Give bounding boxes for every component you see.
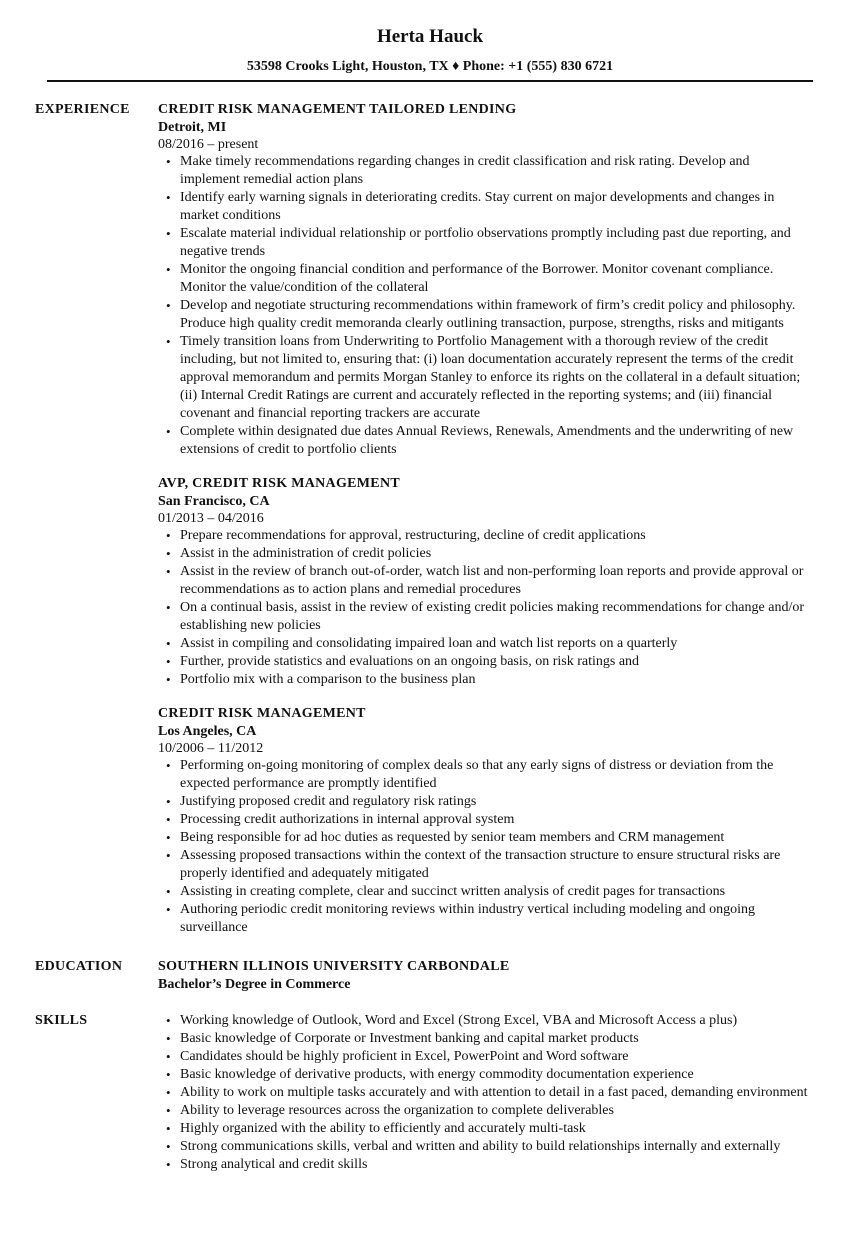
- list-item: • Complete within designated due dates Annual Reviews, Renewals, Amendments and the underwriting of new extensions of credit to portfolio clients: [180, 423, 811, 459]
- skill-item: • Strong communications skills, verbal and written and ability to build relationships internally and externally: [180, 1138, 811, 1156]
- section-label-education: EDUCATION: [35, 959, 123, 974]
- list-item: • Assist in compiling and consolidating impaired loan and watch list reports on a quarterly: [180, 635, 811, 653]
- school-name: SOUTHERN ILLINOIS UNIVERSITY CARBONDALE: [158, 959, 510, 974]
- list-item: • Make timely recommendations regarding changes in credit classification and risk rating. Develop and implement remedial action plans: [180, 153, 811, 189]
- job-entry: [158, 101, 811, 459]
- skill-item: • Ability to leverage resources across the organization to complete deliverables: [180, 1102, 811, 1120]
- section-label-experience: EXPERIENCE: [35, 102, 130, 117]
- list-item: • Escalate material individual relationship or portfolio observations promptly including past due reporting, and negative trends: [180, 225, 811, 261]
- job-bullets: [158, 527, 811, 689]
- job-bullets: [158, 757, 811, 937]
- skills-section: [35, 1012, 811, 1174]
- skill-item: • Ability to work on multiple tasks accurately and with attention to detail in a fast paced, demanding environment: [180, 1084, 811, 1102]
- list-item: • Assist in the review of branch out-of-order, watch list and non-performing loan reports and provide approval or recommendations as to action plans and remedial procedures: [180, 563, 811, 599]
- skills-list: [158, 1012, 811, 1174]
- list-item: • On a continual basis, assist in the review of existing credit policies making recommendations for change and/or establishing new policies: [180, 599, 811, 635]
- job-entry: [158, 475, 811, 689]
- skill-item: • Strong analytical and credit skills: [180, 1156, 811, 1174]
- list-item: • Further, provide statistics and evaluations on an ongoing basis, on risk ratings and: [180, 653, 811, 671]
- list-item: • Portfolio mix with a comparison to the business plan: [180, 671, 811, 689]
- job-bullets: [158, 153, 811, 459]
- job-dates: 01/2013 – 04/2016: [158, 511, 264, 526]
- job-dates: 10/2006 – 11/2012: [158, 741, 264, 756]
- job-title: AVP, CREDIT RISK MANAGEMENT: [158, 476, 400, 491]
- list-item: • Monitor the ongoing financial condition and performance of the Borrower. Monitor covenant compliance. Monitor the value/condition of the collateral: [180, 261, 811, 297]
- list-item: • Identify early warning signals in deteriorating credits. Stay current on major developments and changes in market conditions: [180, 189, 811, 225]
- skill-item: • Candidates should be highly proficient in Excel, PowerPoint and Word software: [180, 1048, 811, 1066]
- job-title: CREDIT RISK MANAGEMENT TAILORED LENDING: [158, 102, 517, 117]
- skill-item: • Working knowledge of Outlook, Word and Excel (Strong Excel, VBA and Microsoft Access a plus): [180, 1012, 811, 1030]
- job-location: San Francisco, CA: [158, 494, 270, 509]
- experience-list: [158, 101, 811, 953]
- list-item: • Assisting in creating complete, clear and succinct written analysis of credit pages for transactions: [180, 883, 811, 901]
- skill-item: • Highly organized with the ability to efficiently and accurately multi-task: [180, 1120, 811, 1138]
- list-item: • Performing on-going monitoring of complex deals so that any early signs of distress or deviation from the expected performance are promptly identified: [180, 757, 811, 793]
- list-item: • Justifying proposed credit and regulatory risk ratings: [180, 793, 811, 811]
- skill-item: • Basic knowledge of derivative products, with energy commodity documentation experience: [180, 1066, 811, 1084]
- candidate-name: Herta Hauck: [376, 26, 484, 47]
- list-item: • Authoring periodic credit monitoring reviews within industry vertical including modeling and ongoing surveillance: [180, 901, 811, 937]
- resume-header: [0, 0, 860, 82]
- contact-line: 53598 Crooks Light, Houston, TX ♦ Phone: +1 (555) 830 6721: [246, 59, 614, 74]
- list-item: • Assessing proposed transactions within the context of the transaction structure to ensure structural risks are properly identified and adequately mitigated: [180, 847, 811, 883]
- list-item: • Processing credit authorizations in internal approval system: [180, 811, 811, 829]
- header-divider: [47, 80, 813, 82]
- list-item: • Assist in the administration of credit policies: [180, 545, 811, 563]
- job-title: CREDIT RISK MANAGEMENT: [158, 706, 366, 721]
- list-item: • Timely transition loans from Underwriting to Portfolio Management with a thorough review of the credit including, but not limited to, ensuring that: (i) loan documentation accurately represent the terms of the credit approval memorandum and permits Morgan Stanley to enforce its rights on the collateral in a default situation; (ii) Internal Credit Ratings are current and accurately reflected in the reporting systems; and (iii) financial covenant and financial reporting trackers are accurate: [180, 333, 811, 423]
- list-item: • Being responsible for ad hoc duties as requested by senior team members and CRM management: [180, 829, 811, 847]
- job-dates: 08/2016 – present: [158, 137, 259, 152]
- experience-section: [35, 101, 811, 953]
- job-location: Detroit, MI: [158, 120, 227, 135]
- job-location: Los Angeles, CA: [158, 724, 257, 739]
- degree-name: Bachelor’s Degree in Commerce: [158, 977, 351, 992]
- list-item: • Develop and negotiate structuring recommendations within framework of firm’s credit policy and philosophy. Produce high quality credit memoranda clearly outlining transaction, purpose, strengths, risks and mitigants: [180, 297, 811, 333]
- job-entry: [158, 705, 811, 937]
- education-section: [35, 958, 811, 993]
- list-item: • Prepare recommendations for approval, restructuring, decline of credit applications: [180, 527, 811, 545]
- section-label-skills: SKILLS: [35, 1013, 88, 1028]
- skill-item: • Basic knowledge of Corporate or Investment banking and capital market products: [180, 1030, 811, 1048]
